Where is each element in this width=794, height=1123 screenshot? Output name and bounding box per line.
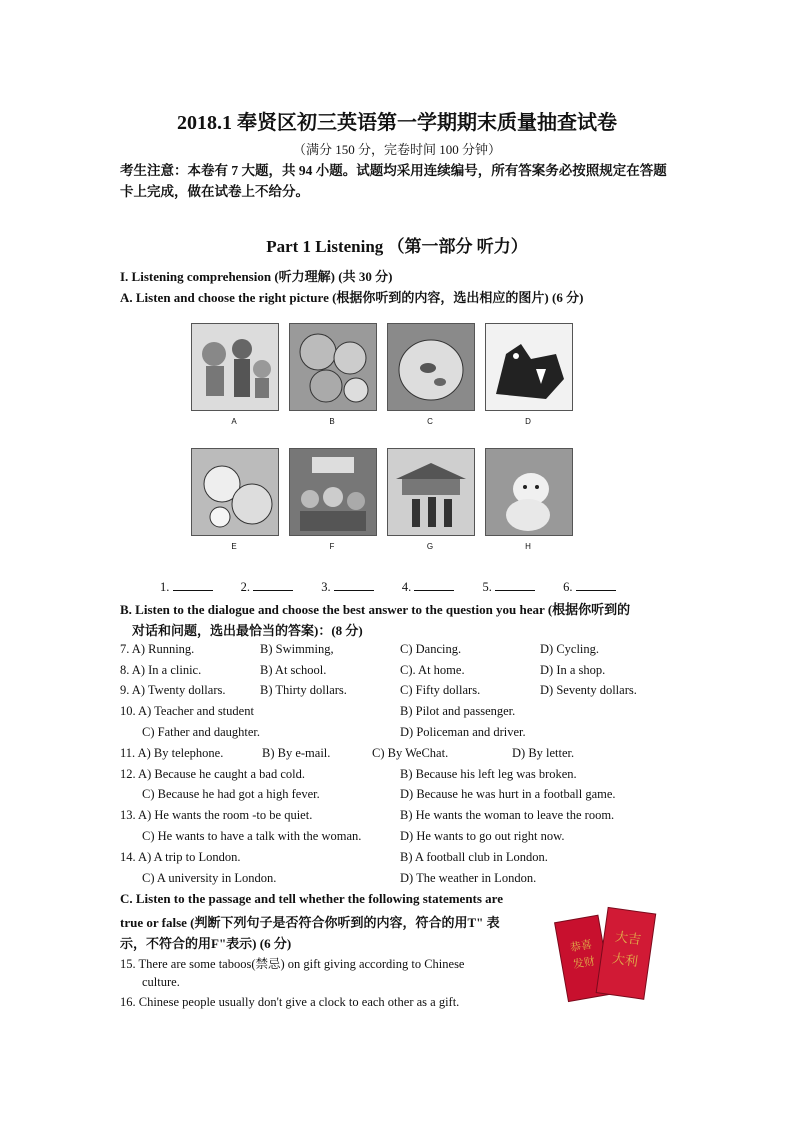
picture-b bbox=[289, 323, 377, 411]
question-15-cont: culture. bbox=[142, 975, 180, 989]
people-at-palace-icon bbox=[388, 449, 474, 535]
picture-grid bbox=[175, 315, 595, 560]
question-15: 15. There are some taboos(禁忌) on gift giving according to Chinese bbox=[120, 957, 465, 971]
blank-number: 3. bbox=[321, 580, 331, 594]
picture-label: B bbox=[329, 417, 335, 426]
section-c-heading-cont: 示，不符合的用F"表示) (6 分) bbox=[120, 936, 292, 951]
option-c: C) Dancing. bbox=[400, 642, 462, 656]
option-c: C) He wants to have a talk with the woman. bbox=[142, 829, 362, 843]
picture-c bbox=[387, 323, 475, 411]
answer-blank[interactable] bbox=[253, 578, 293, 591]
option-c: C) Fifty dollars. bbox=[400, 683, 481, 697]
question-12: 12. A) Because he caught a bad cold. bbox=[120, 767, 306, 781]
envelope-text: 大利 bbox=[610, 951, 639, 971]
picture-label: G bbox=[426, 542, 434, 551]
picture-label: H bbox=[525, 542, 531, 551]
option-c: C). At home. bbox=[400, 663, 465, 677]
food-plates-icon bbox=[192, 449, 278, 535]
answer-blank[interactable] bbox=[334, 578, 374, 591]
question-8: 8. A) In a clinic. bbox=[120, 663, 202, 677]
envelope-text: 大吉 bbox=[614, 929, 642, 949]
question-7: 7. A) Running. bbox=[120, 642, 195, 656]
option-b: B) Pilot and passenger. bbox=[400, 704, 516, 718]
answer-blank[interactable] bbox=[576, 578, 616, 591]
fish-bowl-icon bbox=[388, 324, 474, 410]
cartoon-characters-icon bbox=[192, 324, 278, 410]
option-c: C) By WeChat. bbox=[372, 746, 449, 760]
option-b: B) By e-mail. bbox=[262, 746, 331, 760]
option-b: B) Swimming, bbox=[260, 642, 334, 656]
section-b-heading: B. Listen to the dialogue and choose the best answer to the question you hear (根据你听到的 bbox=[120, 602, 631, 617]
picture-label: E bbox=[231, 542, 237, 551]
blank-number: 6. bbox=[563, 580, 573, 594]
option-c: C) Father and daughter. bbox=[142, 725, 261, 739]
section-c-heading: C. Listen to the passage and tell whether the following statements are bbox=[120, 891, 503, 906]
picture-a bbox=[191, 323, 279, 411]
picture-label: D bbox=[525, 417, 531, 426]
option-d: D) The weather in London. bbox=[400, 871, 537, 885]
section-b-heading-cont: 对话和问题，选出最恰当的答案)：(8 分) bbox=[132, 623, 363, 638]
question-14: 14. A) A trip to London. bbox=[120, 850, 241, 864]
question-10: 10. A) Teacher and student bbox=[120, 704, 254, 718]
red-envelope-icon bbox=[553, 900, 663, 1010]
answer-blanks bbox=[160, 578, 641, 595]
blank-number: 1. bbox=[160, 580, 170, 594]
section-1-heading: I. Listening comprehension (听力理解) (共 30 分) bbox=[120, 269, 393, 284]
option-b: B) Because his left leg was broken. bbox=[400, 767, 577, 781]
answer-blank[interactable] bbox=[414, 578, 454, 591]
option-b: B) A football club in London. bbox=[400, 850, 548, 864]
picture-label: F bbox=[329, 542, 335, 551]
red-envelopes-image bbox=[553, 900, 663, 1010]
question-11: 11. A) By telephone. bbox=[120, 746, 224, 760]
exam-subtitle: （满分 150 分，完卷时间 100 分钟） bbox=[292, 142, 501, 157]
blank-number: 2. bbox=[240, 580, 250, 594]
section-c-heading-cont: true or false (判断下列句子是否符合你听到的内容，符合的用T" 表 bbox=[120, 915, 500, 930]
picture-f bbox=[289, 448, 377, 536]
option-b: B) He wants the woman to leave the room. bbox=[400, 808, 615, 822]
question-13: 13. A) He wants the room -to be quiet. bbox=[120, 808, 313, 822]
blank-number: 4. bbox=[401, 580, 412, 594]
part-title: Part 1 Listening （第一部分 听力） bbox=[266, 237, 528, 256]
option-b: B) At school. bbox=[260, 663, 327, 677]
option-c: C) Because he had got a high fever. bbox=[142, 787, 320, 801]
picture-d bbox=[485, 323, 573, 411]
option-d: D) Seventy dollars. bbox=[540, 683, 637, 697]
option-d: D) He wants to go out right now. bbox=[400, 829, 565, 843]
envelope-text: 发财 bbox=[572, 954, 596, 972]
question-9: 9. A) Twenty dollars. bbox=[120, 683, 226, 697]
option-d: D) Policeman and driver. bbox=[400, 725, 526, 739]
picture-label: C bbox=[427, 417, 433, 426]
option-d: D) Cycling. bbox=[540, 642, 600, 656]
coins-icon bbox=[290, 324, 376, 410]
answer-blank[interactable] bbox=[495, 578, 535, 591]
picture-h bbox=[485, 448, 573, 536]
option-d: D) In a shop. bbox=[540, 663, 606, 677]
answer-blank[interactable] bbox=[173, 578, 213, 591]
section-a-heading: A. Listen and choose the right picture (根据你听到的内容，选出相应的图片) (6 分) bbox=[120, 290, 584, 305]
blank-number: 5. bbox=[482, 580, 492, 594]
picture-g bbox=[387, 448, 475, 536]
option-c: C) A university in London. bbox=[142, 871, 277, 885]
dog-papercut-icon bbox=[486, 324, 572, 410]
exam-title: 2018.1 奉贤区初三英语第一学期期末质量抽查试卷 bbox=[177, 112, 617, 134]
picture-label: A bbox=[231, 417, 237, 426]
picture-e bbox=[191, 448, 279, 536]
option-b: B) Thirty dollars. bbox=[260, 683, 347, 697]
option-d: D) By letter. bbox=[512, 746, 575, 760]
movie-poster-icon bbox=[290, 449, 376, 535]
exam-notice: 考生注意：本卷有 7 大题，共 94 小题。试题均采用连续编号，所有答案务必按照规定在答题卡上完成，做在试卷上不给分。 bbox=[120, 163, 667, 199]
question-16: 16. Chinese people usually don't give a clock to each other as a gift. bbox=[120, 995, 460, 1009]
dog-icon bbox=[486, 449, 572, 535]
option-d: D) Because he was hurt in a football game. bbox=[400, 787, 616, 801]
envelope-text: 恭喜 bbox=[569, 937, 593, 955]
